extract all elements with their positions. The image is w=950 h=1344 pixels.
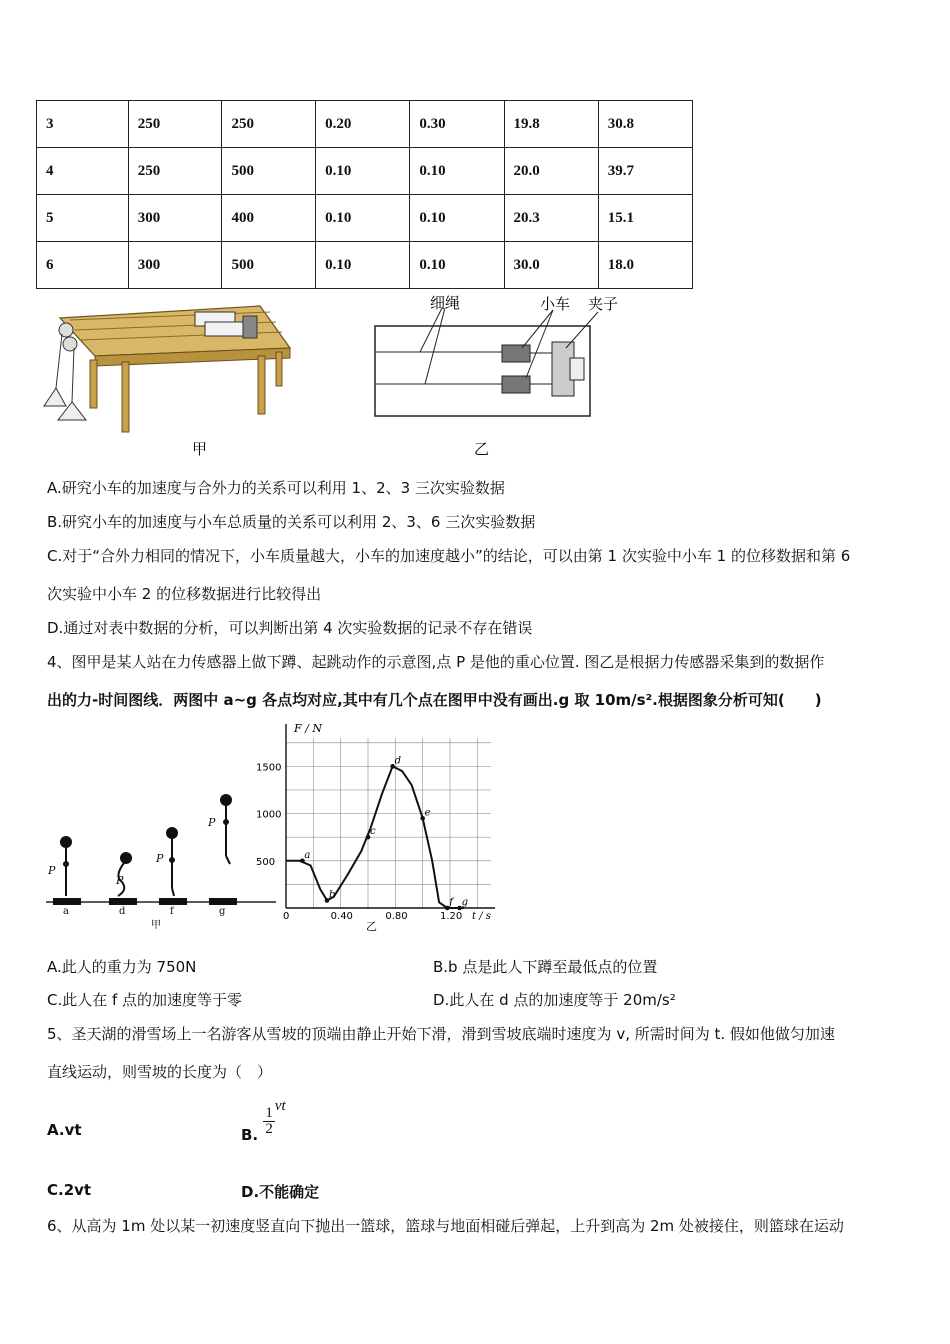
- fig-label-yi: 乙: [474, 440, 490, 458]
- q5-option-b: [241, 1098, 286, 1144]
- fraction-tail: vt: [274, 1098, 286, 1114]
- fig-yi-caption: 乙: [366, 920, 377, 933]
- q3-option-a: A.研究小车的加速度与合外力的关系可以利用 1、2、3 三次实验数据: [47, 479, 505, 497]
- chart-x-tick: 0.80: [385, 911, 408, 922]
- table-cell: 250: [222, 101, 316, 148]
- fraction-numerator: 1: [265, 1104, 273, 1121]
- fraction-half: [263, 1106, 275, 1137]
- table-cell: 0.10: [410, 148, 504, 195]
- table-cell: 0.20: [316, 101, 410, 148]
- q5-stem-line1: 5、圣天湖的滑雪场上一名游客从雪坡的顶端由静止开始下滑，滑到雪坡底端时速度为 v, 所需时间为 t. 假如他做匀加速: [47, 1025, 835, 1043]
- table-cell: 0.10: [316, 242, 410, 289]
- q3-option-d: D.通过对表中数据的分析，可以判断出第 4 次实验数据的记录不存在错误: [47, 619, 533, 637]
- q3-option-c-line1: C.对于“合外力相同的情况下，小车质量越大，小车的加速度越小”的结论，可以由第 1 次实验中小车 1 的位移数据和第 6: [47, 547, 851, 565]
- force-time-chart: [250, 716, 500, 938]
- q5-option-a: A.vt: [47, 1121, 82, 1139]
- chart-y-label: F / N: [294, 722, 322, 735]
- q4-option-b: B.b 点是此人下蹲至最低点的位置: [433, 958, 658, 976]
- table-cell: 18.0: [598, 242, 692, 289]
- chart-x-tick: 1.20: [440, 911, 463, 922]
- q4-option-c: C.此人在 f 点的加速度等于零: [47, 991, 243, 1009]
- table-row: [37, 195, 693, 242]
- chart-point-label: d: [394, 755, 402, 767]
- q3-option-c-line2: 次实验中小车 2 的位移数据进行比较得出: [47, 585, 322, 603]
- table-row: [37, 101, 693, 148]
- table-row: [37, 148, 693, 195]
- svg-text:f: f: [170, 906, 174, 917]
- table-cell: 250: [128, 148, 222, 195]
- fig-jia-caption: 甲: [151, 920, 161, 930]
- table-cell: 300: [128, 242, 222, 289]
- chart-point-label: e: [424, 807, 431, 819]
- table-cell: 4: [37, 148, 129, 195]
- q5-stem-line2: 直线运动，则雪坡的长度为（ ）: [47, 1063, 273, 1081]
- svg-text:P: P: [116, 874, 124, 887]
- figure-jia-stick-figures: [46, 790, 276, 930]
- chart-x-tick: 0: [283, 911, 290, 922]
- table-cell: 0.10: [316, 148, 410, 195]
- table-cell: 0.10: [410, 195, 504, 242]
- table-apparatus-drawing: [44, 306, 290, 432]
- chart-point-label: c: [370, 826, 376, 838]
- label-rope: 细绳: [430, 294, 461, 312]
- chart-y-tick: 1000: [256, 809, 282, 821]
- q6-stem-line1: 6、从高为 1m 处以某一初速度竖直向下抛出一篮球，篮球与地面相碰后弹起，上升到高为 2m 处被接住，则篮球在运动: [47, 1217, 844, 1235]
- q5-option-d: D.不能确定: [241, 1183, 320, 1201]
- table-cell: 20.3: [504, 195, 598, 242]
- table-cell: 30.0: [504, 242, 598, 289]
- fig-label-jia: 甲: [192, 440, 208, 458]
- table-cell: 500: [222, 148, 316, 195]
- q3-option-b: B.研究小车的加速度与小车总质量的关系可以利用 2、3、6 三次实验数据: [47, 513, 536, 531]
- chart-point-label: b: [329, 889, 336, 901]
- apparatus-figure: [0, 290, 950, 470]
- chart-y-tick: 1500: [256, 762, 282, 774]
- experiment-data-table: [36, 100, 693, 289]
- table-cell: 400: [222, 195, 316, 242]
- q4-option-d: D.此人在 d 点的加速度等于 20m/s²: [433, 991, 676, 1009]
- top-view-drawing: [375, 308, 598, 416]
- table-cell: 0.10: [410, 242, 504, 289]
- table-row: [37, 242, 693, 289]
- q4-option-a: A.此人的重力为 750N: [47, 958, 197, 976]
- svg-text:P: P: [48, 864, 56, 877]
- fraction-denominator: 2: [265, 1120, 273, 1137]
- table-cell: 0.10: [316, 195, 410, 242]
- q4-stem-line1: 4、图甲是某人站在力传感器上做下蹲、起跳动作的示意图,点 P 是他的重心位置. 图乙是根据力传感器采集到的数据作: [47, 653, 825, 671]
- svg-text:P: P: [156, 852, 164, 865]
- svg-text:a: a: [63, 906, 69, 917]
- svg-text:P: P: [208, 816, 216, 829]
- chart-x-tick: 0.40: [330, 911, 353, 922]
- table-cell: 39.7: [598, 148, 692, 195]
- svg-text:g: g: [219, 906, 226, 917]
- table-cell: 500: [222, 242, 316, 289]
- table-cell: 19.8: [504, 101, 598, 148]
- table-cell: 15.1: [598, 195, 692, 242]
- table-cell: 5: [37, 195, 129, 242]
- table-cell: 300: [128, 195, 222, 242]
- q5-option-c: C.2vt: [47, 1181, 92, 1199]
- svg-text:d: d: [119, 906, 126, 917]
- table-cell: 250: [128, 101, 222, 148]
- chart-y-tick: 500: [256, 856, 276, 868]
- table-cell: 0.30: [410, 101, 504, 148]
- chart-x-label: t / s: [472, 911, 491, 922]
- table-cell: 6: [37, 242, 129, 289]
- chart-point-label: a: [304, 849, 311, 861]
- label-clip: 夹子: [588, 295, 619, 313]
- q5-option-b-label: B.: [241, 1126, 259, 1144]
- table-cell: 20.0: [504, 148, 598, 195]
- table-cell: 30.8: [598, 101, 692, 148]
- q4-stem-line2: 出的力-时间图线．两图中 a~g 各点均对应,其中有几个点在图甲中没有画出.g 取 10m/s².根据图象分析可知( ): [47, 691, 822, 709]
- chart-point-label: g: [461, 897, 468, 908]
- label-cart: 小车: [540, 295, 571, 313]
- table-cell: 3: [37, 101, 129, 148]
- chart-point-label: f: [449, 897, 453, 908]
